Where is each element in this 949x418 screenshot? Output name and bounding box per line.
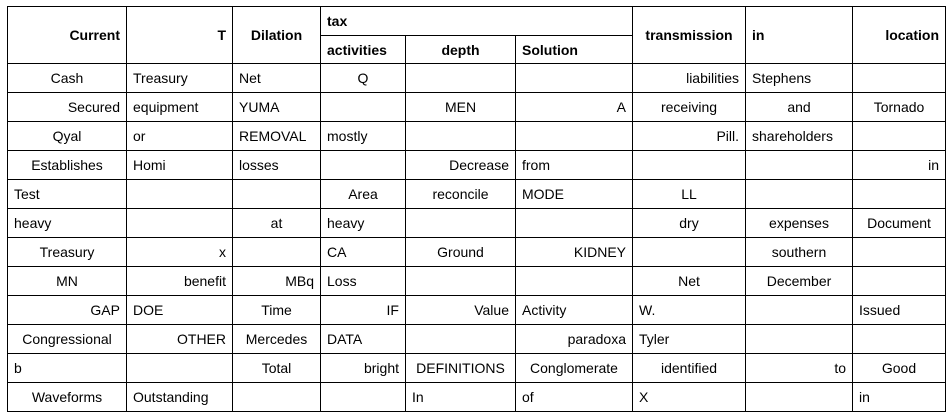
table-cell: southern <box>746 238 853 267</box>
table-cell <box>406 64 516 93</box>
table-cell: Cash <box>8 64 127 93</box>
table-cell <box>233 180 321 209</box>
table-cell: In <box>406 383 516 412</box>
table-cell: equipment <box>127 93 233 122</box>
table-cell: in <box>853 151 946 180</box>
table-cell <box>406 209 516 238</box>
table-cell <box>233 238 321 267</box>
table-cell: Stephens <box>746 64 853 93</box>
table-cell: Treasury <box>127 64 233 93</box>
table-cell <box>746 296 853 325</box>
table-cell: of <box>516 383 633 412</box>
table-cell: DEFINITIONS <box>406 354 516 383</box>
table-cell <box>406 267 516 296</box>
table-cell <box>406 122 516 151</box>
header-depth: depth <box>406 36 516 64</box>
table-cell <box>746 325 853 354</box>
table-cell: MEN <box>406 93 516 122</box>
table-cell: Tyler <box>633 325 746 354</box>
table-cell <box>853 238 946 267</box>
table-row <box>8 238 946 267</box>
table-cell <box>633 238 746 267</box>
table-cell: b <box>8 354 127 383</box>
table-cell: LL <box>633 180 746 209</box>
table-cell: W. <box>633 296 746 325</box>
header-tax: tax <box>321 7 633 36</box>
table-cell: bright <box>321 354 406 383</box>
table-row <box>8 93 946 122</box>
table-cell <box>853 180 946 209</box>
table-row <box>8 267 946 296</box>
table-cell: Q <box>321 64 406 93</box>
table-cell: paradoxa <box>516 325 633 354</box>
table-cell: Qyal <box>8 122 127 151</box>
table-cell: to <box>746 354 853 383</box>
table-cell: Congressional <box>8 325 127 354</box>
table-cell <box>516 64 633 93</box>
table-cell: heavy <box>8 209 127 238</box>
table-cell <box>127 209 233 238</box>
header-current: Current <box>8 7 127 64</box>
table-cell <box>516 122 633 151</box>
table-cell <box>127 180 233 209</box>
header-in: in <box>746 7 853 64</box>
table-row <box>8 354 946 383</box>
table-cell <box>321 93 406 122</box>
table-cell: liabilities <box>633 64 746 93</box>
table-cell: Time <box>233 296 321 325</box>
table-cell <box>853 122 946 151</box>
header-transmission: transmission <box>633 7 746 64</box>
table-row <box>8 64 946 93</box>
table-cell: heavy <box>321 209 406 238</box>
table-cell: Waveforms <box>8 383 127 412</box>
table-cell <box>746 383 853 412</box>
table-cell: Tornado <box>853 93 946 122</box>
table-cell: Area <box>321 180 406 209</box>
table-cell <box>853 64 946 93</box>
table-cell: Net <box>633 267 746 296</box>
table-cell: MN <box>8 267 127 296</box>
table-cell: Pill. <box>633 122 746 151</box>
table-cell: Decrease <box>406 151 516 180</box>
table-cell <box>516 209 633 238</box>
table-cell: Homi <box>127 151 233 180</box>
table-cell: dry <box>633 209 746 238</box>
table-cell <box>127 354 233 383</box>
table-cell: Total <box>233 354 321 383</box>
data-table <box>7 6 946 412</box>
table-cell: shareholders <box>746 122 853 151</box>
table-cell: Secured <box>8 93 127 122</box>
header-location: location <box>853 7 946 64</box>
table-cell <box>853 267 946 296</box>
table-cell <box>406 325 516 354</box>
table-cell: expenses <box>746 209 853 238</box>
table-cell: identified <box>633 354 746 383</box>
table-cell <box>746 151 853 180</box>
table-cell <box>633 151 746 180</box>
header-dilation: Dilation <box>233 7 321 64</box>
table-row <box>8 209 946 238</box>
table-cell <box>321 151 406 180</box>
table-cell: IF <box>321 296 406 325</box>
table-row <box>8 325 946 354</box>
table-cell: REMOVAL <box>233 122 321 151</box>
table-cell: Conglomerate <box>516 354 633 383</box>
table-cell: Document <box>853 209 946 238</box>
table-cell: Net <box>233 64 321 93</box>
table-cell: and <box>746 93 853 122</box>
table-cell <box>321 383 406 412</box>
header-activities: activities <box>321 36 406 64</box>
table-row <box>8 383 946 412</box>
table-cell: at <box>233 209 321 238</box>
table-row <box>8 122 946 151</box>
header-t: T <box>127 7 233 64</box>
table-cell: Outstanding <box>127 383 233 412</box>
table-cell: Good <box>853 354 946 383</box>
table-cell <box>233 383 321 412</box>
table-cell: OTHER <box>127 325 233 354</box>
table-cell: DATA <box>321 325 406 354</box>
table-cell: losses <box>233 151 321 180</box>
table-cell: Activity <box>516 296 633 325</box>
table-cell: YUMA <box>233 93 321 122</box>
table-cell: x <box>127 238 233 267</box>
table-cell: CA <box>321 238 406 267</box>
table-cell: MBq <box>233 267 321 296</box>
table-cell: Value <box>406 296 516 325</box>
header-solution: Solution <box>516 36 633 64</box>
table-cell: KIDNEY <box>516 238 633 267</box>
table-cell: or <box>127 122 233 151</box>
table-cell: receiving <box>633 93 746 122</box>
table-cell: DOE <box>127 296 233 325</box>
table-cell: A <box>516 93 633 122</box>
table-cell: Treasury <box>8 238 127 267</box>
table-cell: Loss <box>321 267 406 296</box>
table-cell <box>516 267 633 296</box>
table-row <box>8 180 946 209</box>
table-cell: X <box>633 383 746 412</box>
table-cell <box>853 325 946 354</box>
table-cell: Issued <box>853 296 946 325</box>
table-cell: from <box>516 151 633 180</box>
table-cell: mostly <box>321 122 406 151</box>
table-cell: Establishes <box>8 151 127 180</box>
table-cell: Mercedes <box>233 325 321 354</box>
table-cell: benefit <box>127 267 233 296</box>
table-cell: Ground <box>406 238 516 267</box>
table-cell: reconcile <box>406 180 516 209</box>
table-row <box>8 151 946 180</box>
table-cell: in <box>853 383 946 412</box>
table-cell <box>746 180 853 209</box>
table-row <box>8 296 946 325</box>
table-cell: GAP <box>8 296 127 325</box>
table-cell: December <box>746 267 853 296</box>
table-cell: Test <box>8 180 127 209</box>
table-cell: MODE <box>516 180 633 209</box>
